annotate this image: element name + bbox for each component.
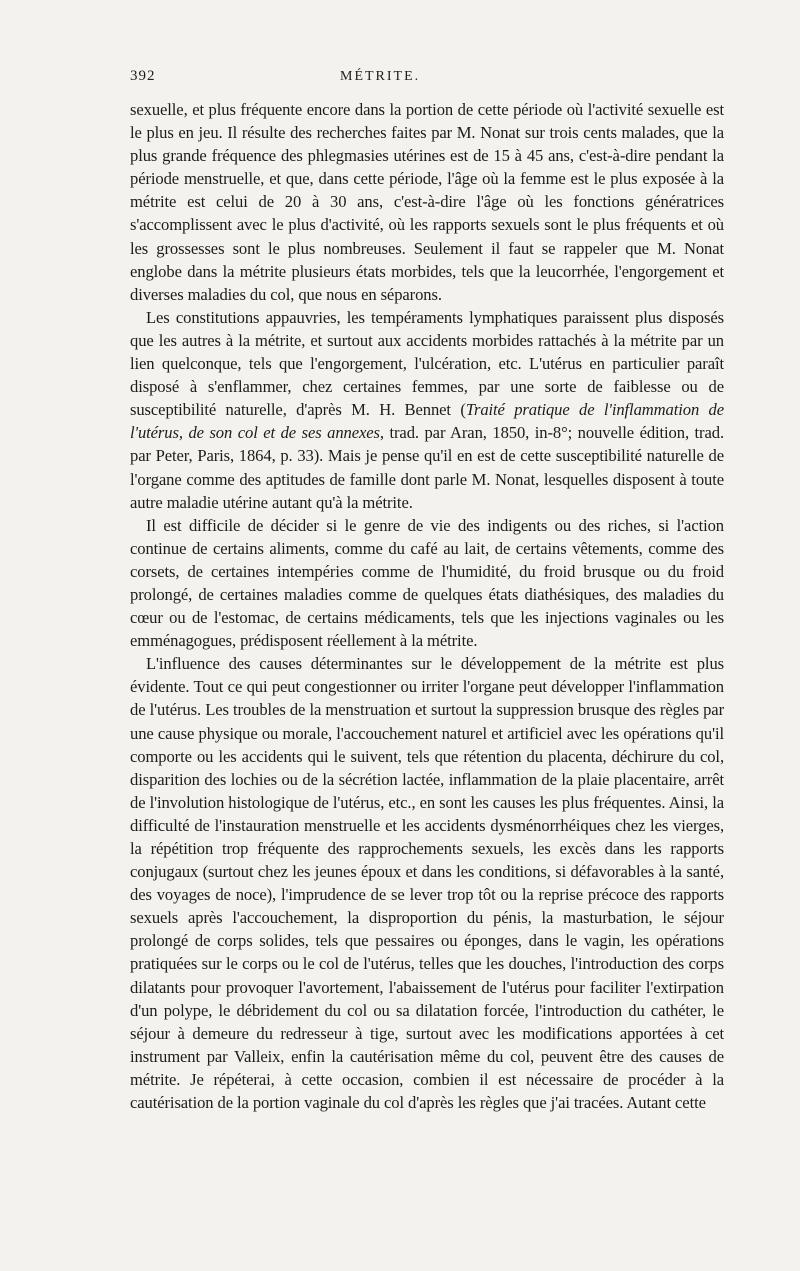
page-number: 392	[130, 68, 156, 84]
paragraph-text: Il est difficile de décider si le genre de vie des indigents ou des riches, si l'action continue de certains aliments, comme du café au lait, de certains vêtements, comme des corsets, de certaines intempéries comme de l'humidité, du froid brusque ou du froid prolongé, de certaines maladies comme de quelques états diathésiques, des maladies du cœur ou de l'estomac, de certains médicaments, tels que les injections vaginales ou les emménagogues, prédisposent réellement à la métrite.	[130, 515, 724, 651]
book-title-citation: Traité pratique de l'inflammation de l'utérus, de son col et de ses annexes	[130, 400, 724, 443]
paragraph-text: , trad. par Aran, 1850, in-8°; nouvelle édition, trad. par Peter, Paris, 1864, p. 33). Mais je pense qu'il en est de cette susceptibilité naturelle de l'organe comme des aptitudes de famille dont parle M. Nonat, lesquelles disposent à toute autre maladie utérine autant qu'à la métrite.	[130, 423, 724, 512]
paragraph-3	[130, 514, 724, 653]
paragraph-text: Les constitutions appauvries, les tempéraments lymphatiques paraissent plus disposés que les autres à la métrite, et surtout aux accidents morbides rattachés à la métrite par un lien quelconque, tels que l'engorgement, l'ulcération, etc. L'utérus en particulier paraît disposé à s'enflammer, chez certaines femmes, par une sorte de faiblesse ou de susceptibilité naturelle, d'après M. H. Bennet (	[130, 307, 724, 420]
paragraph-1	[130, 98, 724, 306]
paragraph-text: sexuelle, et plus fréquente encore dans la portion de cette période où l'activité sexuelle est le plus en jeu. Il résulte des recherches faites par M. Nonat sur trois cents malades, que la plus grande fréquence des phlegmasies utérines est de 15 à 45 ans, c'est-à-dire pendant la période menstruelle, et que, dans cette période, l'âge où la femme est le plus exposée à la métrite est celui de 20 à 30 ans, c'est-à-dire l'âge où les fonctions génératrices s'accomplissent avec le plus d'activité, où les rapports sexuels sont le plus fréquents et où les grossesses sont le plus nombreuses. Seulement il faut se rappeler que M. Nonat englobe dans la métrite plusieurs états morbides, tels que la leucorrhée, l'engorgement et diverses maladies du col, que nous en séparons.	[130, 100, 724, 304]
page-header	[130, 68, 724, 94]
paragraph-4	[130, 652, 724, 1114]
paragraph-2	[130, 306, 724, 514]
running-title: MÉTRITE.	[340, 69, 421, 84]
body-text	[130, 98, 724, 1114]
paragraph-text: L'influence des causes déterminantes sur le développement de la métrite est plus évidente. Tout ce qui peut congestionner ou irriter l'organe peut développer l'inflammation de l'utérus. Les troubles de la menstruation et surtout la suppression brusque des règles par une cause physique ou morale, l'accouchement naturel et artificiel avec les opérations qu'il comporte ou les accidents qui le suivent, tels que rétention du placenta, déchirure du col, disparition des lochies ou de la sécrétion lactée, inflammation de la plaie placentaire, arrêt de l'involution histologique de l'utérus, etc., en sont les causes les plus fréquentes. Ainsi, la difficulté de l'instauration menstruelle et les accidents dysménorrhéiques chez les vierges, la répétition trop fréquente des rapprochements sexuels, les excès dans les rapports conjugaux (surtout chez les jeunes époux et dans les conditions, si défavorables à la santé, des voyages de noce), l'imprudence de se lever trop tôt ou la reprise précoce des rapports sexuels après l'accouchement, la disproportion du pénis, la masturbation, le séjour prolongé de corps solides, tels que pessaires ou éponges, dans le vagin, les opérations pratiquées sur le corps ou le col de l'utérus, telles que les douches, l'introduction des corps dilatants pour provoquer l'avortement, l'abaissement de l'utérus pour faciliter l'extirpation d'un polype, le débridement du col ou sa dilatation forcée, l'introduction du cathéter, le séjour à demeure du redresseur à tige, surtout avec les modifications apportées à cet instrument par Valleix, enfin la cautérisation même du col, peuvent être des causes de métrite. Je répéterai, à cette occasion, combien il est nécessaire de procéder à la cautérisation de la portion vaginale du col d'après les règles que j'ai tracées. Autant cette	[130, 654, 724, 1113]
